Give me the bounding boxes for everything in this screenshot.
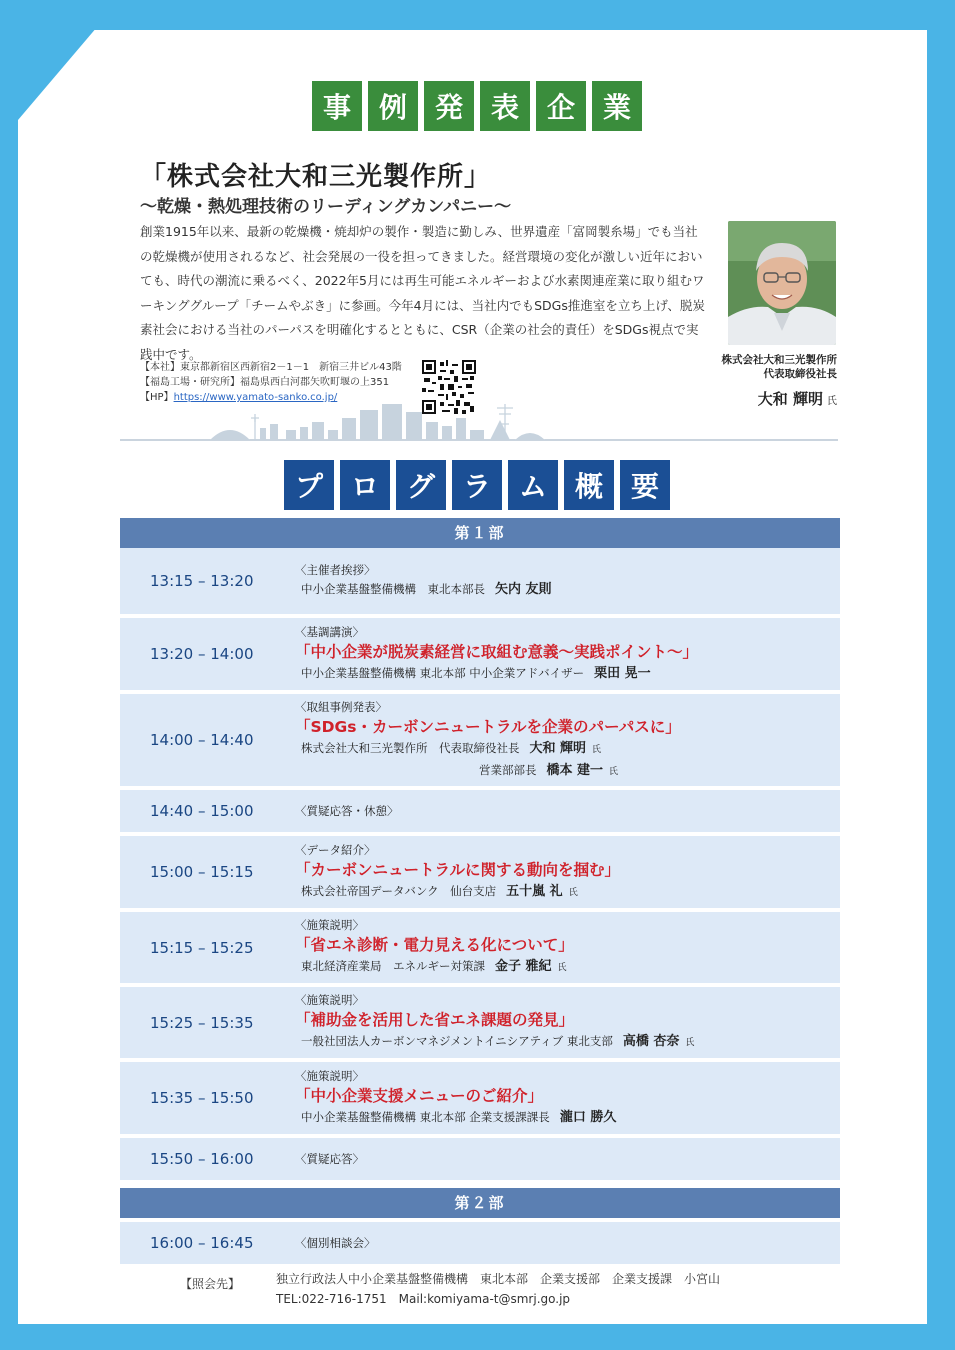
- row-category: 〈質疑応答〉: [295, 1151, 364, 1166]
- head-office-address: 【本社】東京都新宿区西新宿2－1－1 新宿三井ビル43階: [140, 362, 402, 373]
- row-category: 〈個別相談会〉: [295, 1235, 376, 1250]
- row-detail: [287, 836, 840, 908]
- row-detail: [287, 987, 840, 1058]
- program-row: [120, 1138, 840, 1180]
- contact-organization: 独立行政法人中小企業基盤整備機構 東北本部 企業支援部 企業支援課 小宮山: [276, 1272, 721, 1286]
- row-speaker: [295, 579, 840, 600]
- speaker-org: 営業部部長: [479, 762, 537, 777]
- row-speaker: [295, 738, 840, 760]
- heading-char: ロ: [340, 460, 390, 510]
- company-subtitle: ～乾燥・熱処理技術のリーディングカンパニー～: [140, 197, 512, 217]
- program-table: [120, 518, 840, 1264]
- heading-char: プ: [284, 460, 334, 510]
- speaker-name: 大和 輝明: [529, 740, 587, 756]
- program-row: [120, 790, 840, 832]
- heading-char: 企: [536, 81, 586, 131]
- presenter-company: 株式会社大和三光製作所: [721, 354, 837, 366]
- row-title: 「SDGs・カーボンニュートラルを企業のパーパスに」: [295, 717, 681, 736]
- hp-label: 【HP】: [140, 392, 174, 403]
- row-title: 「中小企業支援メニューのご紹介」: [295, 1087, 544, 1105]
- program-row: [120, 836, 840, 908]
- speaker-honorific: 氏: [592, 744, 602, 755]
- row-time: 16:00 – 16:45: [150, 1234, 254, 1252]
- program-row: [120, 618, 840, 690]
- part2-header: 第２部: [120, 1188, 840, 1218]
- row-detail: [287, 912, 840, 983]
- row-time: 15:35 – 15:50: [150, 1089, 254, 1107]
- speaker-org: 中小企業基盤整備機構 東北本部 企業支援課課長: [301, 1110, 550, 1124]
- heading-char: 発: [424, 81, 474, 131]
- homepage-link[interactable]: https://www.yamato-sanko.co.jp/: [173, 392, 338, 403]
- speaker-org: 東北経済産業局 エネルギー対策課: [301, 959, 485, 973]
- speaker-honorific: 氏: [568, 887, 578, 898]
- row-detail: [287, 1222, 840, 1264]
- row-title: 「カーボンニュートラルに関する動向を掴む」: [295, 860, 621, 879]
- case-heading: [312, 81, 642, 131]
- row-detail: [287, 1062, 840, 1134]
- company-description: 創業1915年以来、最新の乾燥機・焼却炉の製作・製造に勤しみ、世界遺産「富岡製糸場」でも当社の乾燥機が使用されるなど、社会発展の一役を担ってきました。経営環境の変化が激しい近年においても、時代の潮流に乗るべく、2022年5月には再生可能エネルギーおよび水素関連産業に取り組むワーキンググループ「チームやぶき」に参画。今年4月には、当社内でもSDGs推進室を立ち上げ、脱炭素社会における当社のパーパスを明確化するとともに、CSR（企業の社会的責任）をSDGs視点で実践中です。: [140, 224, 705, 362]
- row-title: 「中小企業が脱炭素経営に取組む意義～実践ポイント～」: [295, 643, 699, 661]
- row-category: 〈取組事例発表〉: [295, 699, 387, 714]
- presenter-honorific: 氏: [827, 396, 837, 407]
- program-row: [120, 548, 840, 614]
- row-detail: [287, 618, 840, 690]
- row-speaker-2: [295, 760, 840, 782]
- speaker-name: 瀧口 勝久: [559, 1110, 617, 1125]
- heading-char: 概: [564, 460, 614, 510]
- factory-address: 【福島工場・研究所】福島県西白河郡矢吹町堰の上351: [140, 377, 390, 388]
- part1-header: 第１部: [120, 518, 840, 548]
- row-category: 〈施策説明〉: [295, 993, 364, 1007]
- row-category: 〈主催者挨拶〉: [295, 563, 376, 577]
- row-time: 15:00 – 15:15: [150, 863, 254, 881]
- row-speaker: [295, 956, 840, 978]
- company-info: [140, 360, 402, 405]
- program-row: [120, 1222, 840, 1264]
- row-category: 〈施策説明〉: [295, 1069, 364, 1083]
- row-time: 15:15 – 15:25: [150, 938, 254, 957]
- heading-char: 要: [620, 460, 670, 510]
- row-time: 13:20 – 14:00: [150, 645, 254, 663]
- heading-char: 業: [592, 81, 642, 131]
- speaker-name: 五十嵐 礼: [506, 883, 563, 899]
- speaker-name: 栗田 晃一: [594, 666, 651, 681]
- row-title: 「省エネ診断・電力見える化について」: [295, 936, 574, 954]
- presenter-photo: [728, 221, 836, 345]
- presenter-affiliation: [722, 353, 838, 381]
- program-row: [120, 987, 840, 1058]
- speaker-org: 中小企業基盤整備機構 東北本部長: [301, 582, 485, 596]
- contact-label: 【照会先】: [180, 1277, 241, 1291]
- heading-char: 事: [312, 81, 362, 131]
- skyline-illustration: [120, 400, 838, 442]
- speaker-name: 金子 雅紀: [495, 959, 552, 974]
- presenter-title: 代表取締役社長: [763, 368, 837, 380]
- row-speaker: [295, 1107, 840, 1128]
- row-detail: [287, 1138, 840, 1180]
- speaker-name: 矢内 友則: [495, 582, 552, 597]
- heading-char: 例: [368, 81, 418, 131]
- row-category: 〈基調講演〉: [295, 625, 364, 639]
- speaker-honorific: 氏: [609, 766, 619, 777]
- row-detail: [287, 790, 840, 832]
- speaker-honorific: 氏: [557, 963, 567, 973]
- speaker-name: 高橋 杏奈: [622, 1034, 680, 1049]
- heading-char: グ: [396, 460, 446, 510]
- row-title: 「補助金を活用した省エネ課題の発見」: [295, 1011, 575, 1029]
- row-speaker: [295, 1031, 840, 1053]
- program-row: [120, 694, 840, 786]
- program-row: [120, 912, 840, 983]
- row-detail: [287, 548, 840, 614]
- row-category: 〈データ紹介〉: [295, 842, 376, 857]
- row-detail: [287, 694, 840, 786]
- row-time: 14:00 – 14:40: [150, 731, 254, 749]
- heading-char: 表: [480, 81, 530, 131]
- row-time: 15:25 – 15:35: [150, 1013, 254, 1032]
- row-speaker: [295, 663, 840, 684]
- speaker-org: 株式会社帝国データバンク 仙台支店: [301, 883, 497, 898]
- presenter-name: 大和 輝明: [757, 390, 823, 408]
- speaker-name: 橋本 建一: [546, 762, 604, 778]
- row-time: 13:15 – 13:20: [150, 572, 254, 590]
- program-heading: [284, 460, 670, 510]
- row-speaker: [295, 881, 840, 903]
- speaker-org: 中小企業基盤整備機構 東北本部 中小企業アドバイザー: [301, 666, 585, 680]
- contact-phone-mail[interactable]: TEL:022-716-1751 Mail:komiyama-t@smrj.go.jp: [276, 1292, 571, 1306]
- heading-char: ム: [508, 460, 558, 510]
- row-time: 15:50 – 16:00: [150, 1150, 254, 1168]
- program-row: [120, 1062, 840, 1134]
- speaker-honorific: 氏: [685, 1038, 695, 1048]
- row-category: 〈質疑応答・休憩〉: [295, 803, 399, 818]
- speaker-org: 株式会社大和三光製作所 代表取締役社長: [301, 740, 520, 755]
- speaker-org: 一般社団法人カーボンマネジメントイニシアティブ 東北支部: [301, 1034, 613, 1048]
- heading-char: ラ: [452, 460, 502, 510]
- row-category: 〈施策説明〉: [295, 918, 364, 932]
- row-time: 14:40 – 15:00: [150, 802, 254, 820]
- company-title: 「株式会社大和三光製作所」: [140, 162, 492, 192]
